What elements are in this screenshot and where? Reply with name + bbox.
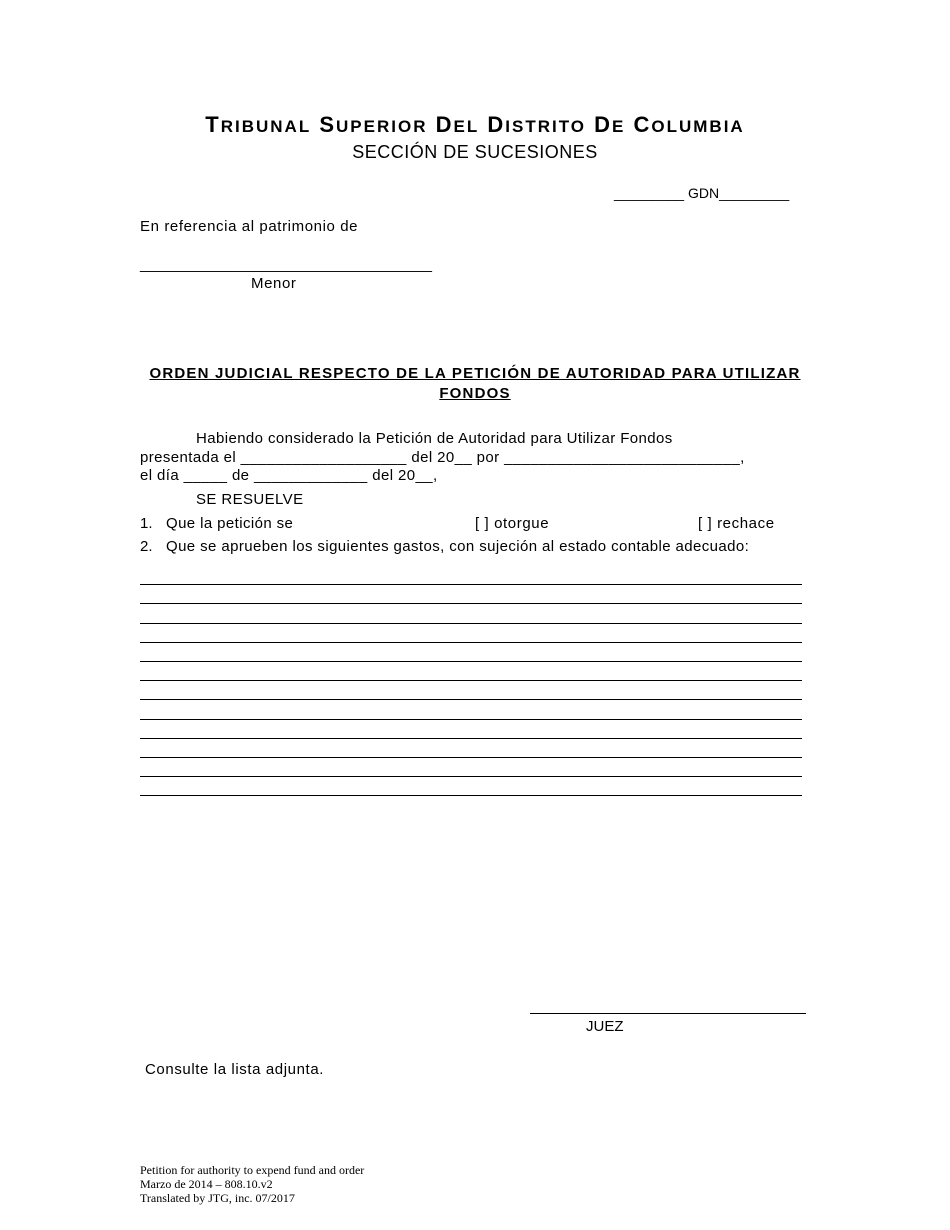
court-title-text: TRIBUNAL SUPERIOR DEL DISTRITO DE COLUMBIA: [205, 112, 745, 137]
item2-number: 2.: [140, 538, 153, 555]
judge-label: JUEZ: [586, 1018, 624, 1035]
section-subtitle: SECCIÓN DE SUCESIONES: [352, 142, 598, 162]
order-title: ORDEN JUDICIAL RESPECTO DE LA PETICIÓN DE AUTORIDAD PARA UTILIZAR FONDOS: [149, 365, 801, 402]
expense-line: [140, 662, 802, 681]
expense-line: [140, 700, 802, 719]
footer-line1: Petition for authority to expend fund and order: [140, 1163, 365, 1177]
expense-line: [140, 624, 802, 643]
deny-checkbox-option: [ ] rechace: [698, 515, 775, 532]
footer-line3: Translated by JTG, inc. 07/2017: [140, 1191, 295, 1205]
expense-line: [140, 720, 802, 739]
minor-label: Menor: [251, 275, 297, 292]
court-title: [0, 112, 950, 138]
expense-line: [140, 681, 802, 700]
grant-checkbox-option: [ ] otorgue: [475, 515, 550, 532]
item1-text: Que la petición se: [166, 515, 294, 532]
se-resuelve-heading: SE RESUELVE: [196, 491, 304, 508]
expense-line: [140, 758, 802, 777]
form-footer: [140, 1163, 364, 1205]
expense-line: [140, 566, 802, 585]
expense-line: [140, 585, 802, 604]
expenses-blank-lines: [140, 566, 802, 796]
estate-reference-label: En referencia al patrimonio de: [140, 218, 359, 235]
footer-line2: Marzo de 2014 – 808.10.v2: [140, 1177, 273, 1191]
item1-number: 1.: [140, 515, 153, 532]
item2-text: Que se aprueben los siguientes gastos, con sujeción al estado contable adecuado:: [166, 538, 750, 555]
order-paragraph-line1: Habiendo considerado la Petición de Autoridad para Utilizar Fondos: [196, 430, 673, 447]
order-paragraph-line3: el día _____ de _____________ del 20__,: [140, 467, 438, 484]
judge-signature-line: [530, 1012, 806, 1014]
expense-line: [140, 739, 802, 758]
estate-name-blank: ___________________________________: [140, 256, 432, 273]
expense-line: [140, 604, 802, 623]
expense-line: [140, 777, 802, 796]
order-paragraph-line2: presentada el ___________________ del 20__ por ___________________________,: [140, 449, 745, 466]
case-number-field: _________ GDN_________: [614, 185, 790, 201]
expense-line: [140, 643, 802, 662]
attachment-note: Consulte la lista adjunta.: [145, 1061, 325, 1078]
